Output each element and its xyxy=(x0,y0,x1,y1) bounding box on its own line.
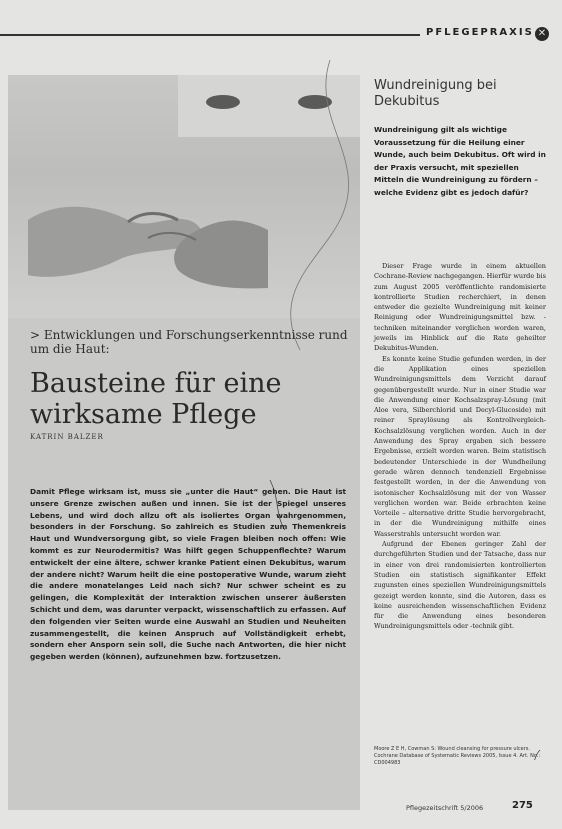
header-rule xyxy=(0,34,420,36)
article-headline: Bausteine für eine wirksame Pflege xyxy=(30,368,282,430)
article-kicker: > Entwicklungen und Forschungserkenntnisse rund um die Haut: xyxy=(30,328,348,356)
sidebar-reference: Moore Z E H, Cowman S: Wound cleansing for pressure ulcers. Cochrane Database of Systematic Reviews 2005, Issue 4. Art. No.: CD004983 xyxy=(374,746,541,766)
article-intro: Damit Pflege wirksam ist, muss sie „unter die Haut“ gehen. Die Haut ist unsere Grenze zwischen außen und innen. Sie ist der Spiegel unseres Lebens, und wird doch allzu oft als isoliertes Organ wahrgenommen, besonders in der Forschung. So zahlreich es Studien zum Themenkreis Haut und Wundversorgung gibt, so viele Fragen bleiben noch offen: Wie kommt es zur Neurodermitis? Was hilft gegen Schuppenflechte? Warum entwickelt der eine ältere, schwer kranke Patient einen Dekubitus, warum der andere nicht? Warum heilt die eine postoperative Wunde, warum zieht die andere monatelanges Leid nach sich? Nur schwer scheint es zu gelingen, die Komplexität der Interaktion zwischen unserer äußersten Schicht und dem, was darunter verpackt, wissenschaftlich zu erfassen. Auf den folgenden vier Seiten wurde eine Auswahl an Studien und Neuheiten zusammengestellt, die keinen Anspruch auf Vollständigkeit erhebt, sondern eher Ansporn sein soll, die Suche nach Antworten, die hier nicht gegeben werden (können), aufzunehmen bzw. fortzusetzen. xyxy=(30,487,346,662)
sidebar-paragraph: Dieser Frage wurde in einem aktuellen Cochrane-Review nachgegangen. Hierfür wurde bis zum August 2005 veröffentlichte randomisierte kontrollierte Studien recherchiert, in denen entweder die gezielte Wundreinigung mit keiner Reinigung oder Wundreinigungsmittel bzw. -techniken miteinander verglichen worden waren, jeweils im Hinblick auf die Rate geheilter Dekubitus-Wunden. xyxy=(374,262,546,353)
journal-footer: Pflegezeitschrift 5/2006 xyxy=(406,804,484,812)
right-eye xyxy=(298,95,332,109)
sidebar-paragraph: Aufgrund der Ebenen geringer Zahl der durchgeführten Studien und der Tatsache, dass nur in einer von drei randomisierten kontrollierten Studien ein statistisch signifikanter Effekt zugunsten eines speziellen Wundreinigungsmittels gezeigt werden konnte, sind die Autoren, dass es keine ausreichenden wissenschaftlichen Evidenz für die Anwendung eines besonderen Wundreinigungsmittels oder -technik gibt. xyxy=(374,540,546,631)
hands-illustration xyxy=(28,160,268,300)
article-author: KATRIN BALZER xyxy=(30,433,104,441)
section-title: PFLEGEPRAXIS xyxy=(426,27,534,38)
running-header xyxy=(0,25,562,45)
sidebar-paragraph: Es konnte keine Studie gefunden werden, in der die Applikation eines speziellen Wundreinigungsmittels dem Verzicht darauf gegenübergestellt wurde. Nur in einer Studie war die Anwendung einer Kochsalzspray-Lösung (mit Aloe vera, Silberchlorid und Decyl-Glucoside) mit reiner Spraylösung als Kontrollvergleich-Kochsalzlösung verglichen worden. Auch in der Anwendung des Spray ergaben sich bessere Ergebnisse, erzielt worden waren. Beim statistisch bedeutender Unterschiede in der Wundheilung gerade wären dennoch tendenziell Ergebnisse festgestellt worden, in der die Anwendung von isotonischer Kochsalzlösung mit der von Wasser verglichen worden war. Beide erbrachten keine Vorteile – alternative dritte Studie hervorgebracht, in der die Wundreinigung mithilfe eines Wasserstrahls untersucht worden war. xyxy=(374,354,546,538)
hands-photo xyxy=(8,75,360,318)
sidebar-teaser: Wundreinigung gilt als wichtige Voraussetzung für die Heilung einer Wunde, auch beim Dekubitus. Oft wird in der Praxis versucht, mit speziellen Mitteln die Wundreinigung zu fördern – welche Evidenz gibt es jedoch dafür? xyxy=(374,125,546,197)
face-image xyxy=(178,75,360,137)
sidebar-body xyxy=(374,261,546,632)
page-number: 275 xyxy=(512,800,533,811)
sidebar-title: Wundreinigung bei Dekubitus xyxy=(374,78,497,109)
x-circle-icon: ✕ xyxy=(535,27,549,41)
left-eye xyxy=(206,95,240,109)
